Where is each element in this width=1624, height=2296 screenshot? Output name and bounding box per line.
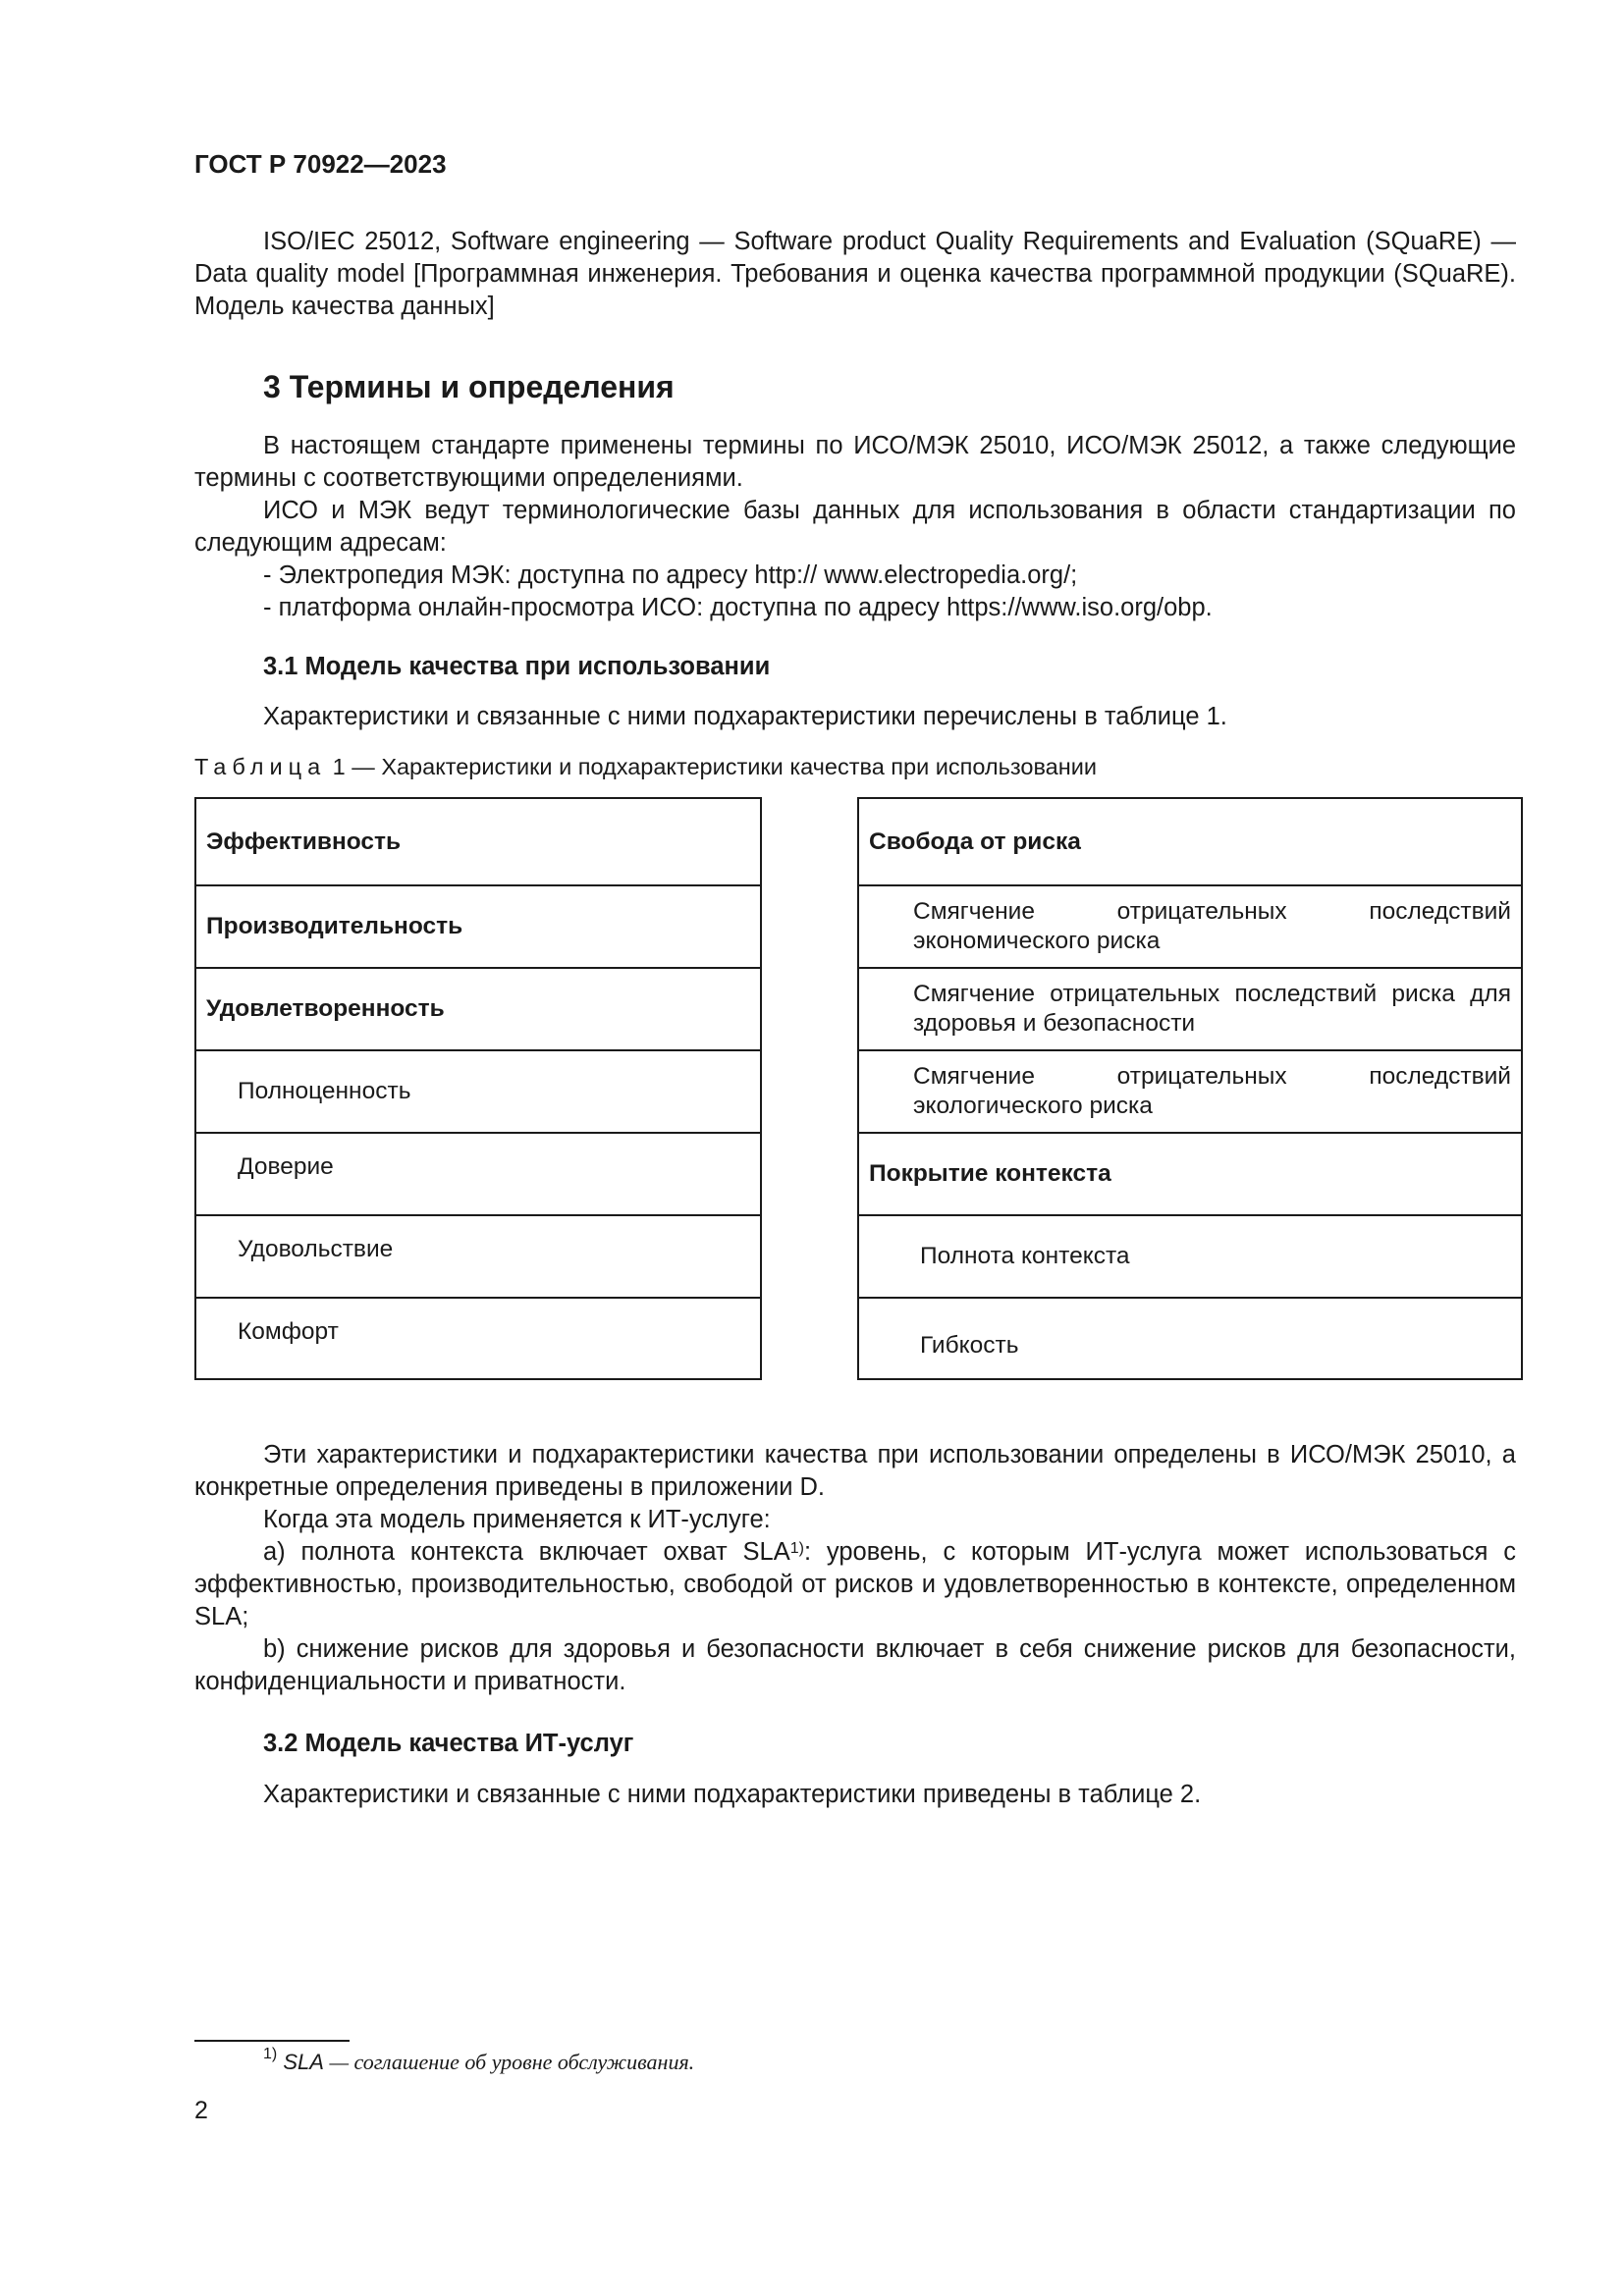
section-3-2-intro: Характеристики и связанные с ними подхарактеристики приведены в таблице 2. [263, 1781, 1202, 1808]
table-cell: Полнота контекста [859, 1216, 1521, 1299]
footnote-mark: 1) [263, 2046, 278, 2062]
footnote-abbr: SLA [283, 2050, 324, 2074]
section-3-paragraph-2: ИСО и МЭК ведут терминологические базы данных для использования в области стандартизации по следующим адресам: [194, 497, 1516, 557]
item-a-start: а) полнота контекста включает охват SLA [263, 1538, 790, 1566]
footnote-ref[interactable]: 1) [789, 1540, 804, 1557]
list-item-b: b) снижение рисков для здоровья и безопасности включает в себя снижение рисков для безопасности, конфиденциальности и приватности. [194, 1635, 1516, 1695]
table-1-caption [194, 754, 1097, 780]
section-3-2-title: 3.2 Модель качества ИТ-услуг [263, 1730, 634, 1757]
table-cell: Доверие [196, 1134, 760, 1216]
section-3-paragraph-1: В настоящем стандарте применены термины по ИСО/МЭК 25010, ИСО/МЭК 25012, а также следующие термины с соответствующими определениями. [194, 432, 1516, 492]
section-3-1-title: 3.1 Модель качества при использовании [263, 653, 771, 680]
table-cell: Покрытие контекста [859, 1134, 1521, 1216]
table-cell: Удовлетворенность [196, 969, 760, 1051]
section-3-1-paragraph-2: Когда эта модель применяется к ИТ-услуге: [263, 1506, 771, 1533]
table-cell: Комфорт [238, 1318, 339, 1345]
item-a-end: : уровень, с которым ИТ-услуга может использоваться с эффективностью, производительностью, свободой от рисков и удовлетворенностью в контексте, определенном SLA; [194, 1538, 1516, 1630]
reference-paragraph: ISO/IEC 25012, Software engineering — Software product Quality Requirements and Evaluation (SQuaRE) — Data quality model [Программная инженерия. Требования и оценка качества программной продукции (SQuaRE). Модель качества данных] [194, 228, 1516, 320]
section-3-1-paragraph-1: Эти характеристики и подхарактеристики качества при использовании определены в ИСО/МЭК 25010, а конкретные определения приведены в приложении D. [194, 1441, 1516, 1501]
table-cell: Смягчение отрицательных последствий риска для здоровья и безопасности [859, 969, 1521, 1051]
table-cell: Свобода от риска [859, 799, 1521, 886]
list-item-iso-obp: - платформа онлайн-просмотра ИСО: доступна по адресу https://www.iso.org/obp. [263, 594, 1213, 621]
footnote-separator [194, 2040, 350, 2042]
section-3-title: 3 Термины и определения [263, 369, 675, 404]
table-cell: Полноценность [196, 1051, 760, 1134]
table-cell: Гибкость [920, 1332, 1019, 1359]
page-number: 2 [194, 2097, 208, 2124]
list-item-a [194, 1536, 1516, 1633]
footnote-text: — соглашение об уровне обслуживания. [323, 2050, 695, 2074]
table-cell: Смягчение отрицательных последствий экологического риска [859, 1051, 1521, 1134]
section-3-1-intro: Характеристики и связанные с ними подхарактеристики перечислены в таблице 1. [263, 703, 1227, 730]
table-cell: Производительность [196, 886, 760, 969]
table-1-right [857, 797, 1523, 1380]
table-cell: Смягчение отрицательных последствий экономического риска [859, 886, 1521, 969]
table-cell: Эффективность [196, 799, 760, 886]
table-1-left [194, 797, 762, 1380]
footnote [263, 2046, 695, 2075]
document-header: ГОСТ Р 70922—2023 [194, 149, 447, 179]
table-caption-word: Таблица [194, 754, 327, 779]
list-item-electropedia: - Электропедия МЭК: доступна по адресу http:// www.electropedia.org/; [263, 561, 1078, 589]
table-cell: Удовольствие [196, 1216, 760, 1299]
table-caption-text: 1 — Характеристики и подхарактеристики качества при использовании [326, 754, 1097, 779]
